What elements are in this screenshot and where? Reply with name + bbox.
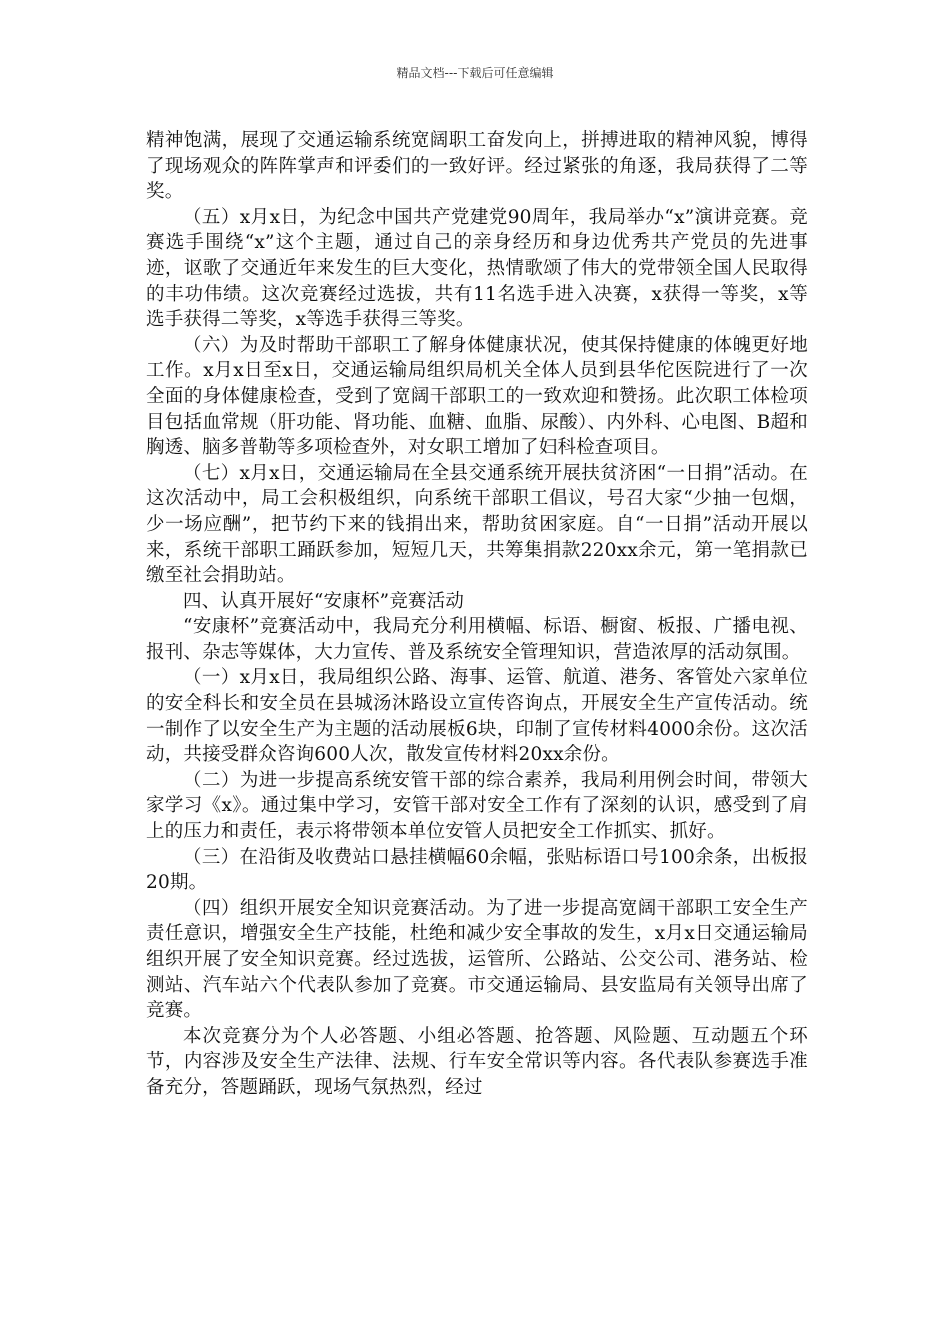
paragraph-continuation: 精神饱满，展现了交通运输系统宽阔职工奋发向上，拼搏进取的精神风貌，博得了现场观众的阵阵掌声和评委们的一致好评。经过紧张的角逐，我局获得了二等奖。 xyxy=(146,130,808,203)
paragraph-quiz-format: 本次竞赛分为个人必答题、小组必答题、抢答题、风险题、互动题五个环节，内容涉及安全生产法律、法规、行车安全常识等内容。各代表队参赛选手准备充分，答题踊跃，现场气氛热烈，经过 xyxy=(146,1025,808,1098)
section-heading-ankang-cup: 四、认真开展好“安康杯”竞赛活动 xyxy=(183,590,465,612)
paragraph-item-6-health-check: （六）为及时帮助干部职工了解身体健康状况，使其保持健康的体魄更好地工作。x月x日至x日，交通运输局组织局机关全体人员到县华佗医院进行了一次全面的身体健康检查，受到了宽阔干部职工的一致欢迎和赞扬。此次职工体检项目包括血常规（肝功能、肾功能、血糖、血脂、尿酸）、内外科、心电图、B超和胸透、脑多普勒等多项检查外，对女职工增加了妇科检查项目。 xyxy=(146,334,808,459)
document-body xyxy=(146,128,808,1101)
paragraph-item-2-study: （二）为进一步提高系统安管干部的综合素养，我局利用例会时间，带领大家学习《x》。通过集中学习，安管干部对安全工作有了深刻的认识，感受到了肩上的压力和责任，表示将带领本单位安管人员把安全工作抓实、抓好。 xyxy=(146,769,808,843)
page-header: 精品文档---下载后可任意编辑 xyxy=(396,66,554,80)
paragraph-item-5-speech-contest: （五）x月x日，为纪念中国共产党建党90周年，我局举办“x”演讲竞赛。竞赛选手围绕“x”这个主题，通过自己的亲身经历和身边优秀共产党员的先进事迹，讴歌了交通近年来发生的巨大变化，热情歌颂了伟大的党带领全国人民取得的丰功伟绩。这次竞赛经过选拔，共有11名选手进入决赛，x获得一等奖，x等选手获得二等奖，x等选手获得三等奖。 xyxy=(146,206,808,331)
paragraph-item-1-publicity: （一）x月x日，我局组织公路、海事、运管、航道、港务、客管处六家单位的安全科长和安全员在县城汤沐路设立宣传咨询点，开展安全生产宣传活动。统一制作了以安全生产为主题的活动展板6块，印制了宣传材料4000余份。这次活动，共接受群众咨询600人次，散发宣传材料20xx余份。 xyxy=(146,667,808,766)
paragraph-item-3-banners: （三）在沿街及收费站口悬挂横幅60余幅，张贴标语口号100余条，出板报20期。 xyxy=(146,846,808,894)
paragraph-ankang-intro: “安康杯”竞赛活动中，我局充分利用横幅、标语、橱窗、板报、广播电视、报刊、杂志等媒体，大力宣传、普及系统安全管理知识，营造浓厚的活动氛围。 xyxy=(146,616,808,663)
paragraph-item-4-quiz: （四）组织开展安全知识竞赛活动。为了进一步提高宽阔干部职工安全生产责任意识，增强安全生产技能，杜绝和减少安全事故的发生，x月x日交通运输局组织开展了安全知识竞赛。经过选拔，运管所、公路站、公交公司、港务站、检测站、汽车站六个代表队参加了竞赛。市交通运输局、县安监局有关领导出席了竞赛。 xyxy=(146,897,808,1022)
paragraph-item-7-donation: （七）x月x日，交通运输局在全县交通系统开展扶贫济困“一日捐”活动。在这次活动中，局工会积极组织，向系统干部职工倡议，号召大家“少抽一包烟，少一场应酬”，把节约下来的钱捐出来，帮助贫困家庭。自“一日捐”活动开展以来，系统干部职工踊跃参加，短短几天，共筹集捐款220xx余元，第一笔捐款已缴至社会捐助站。 xyxy=(146,462,808,587)
